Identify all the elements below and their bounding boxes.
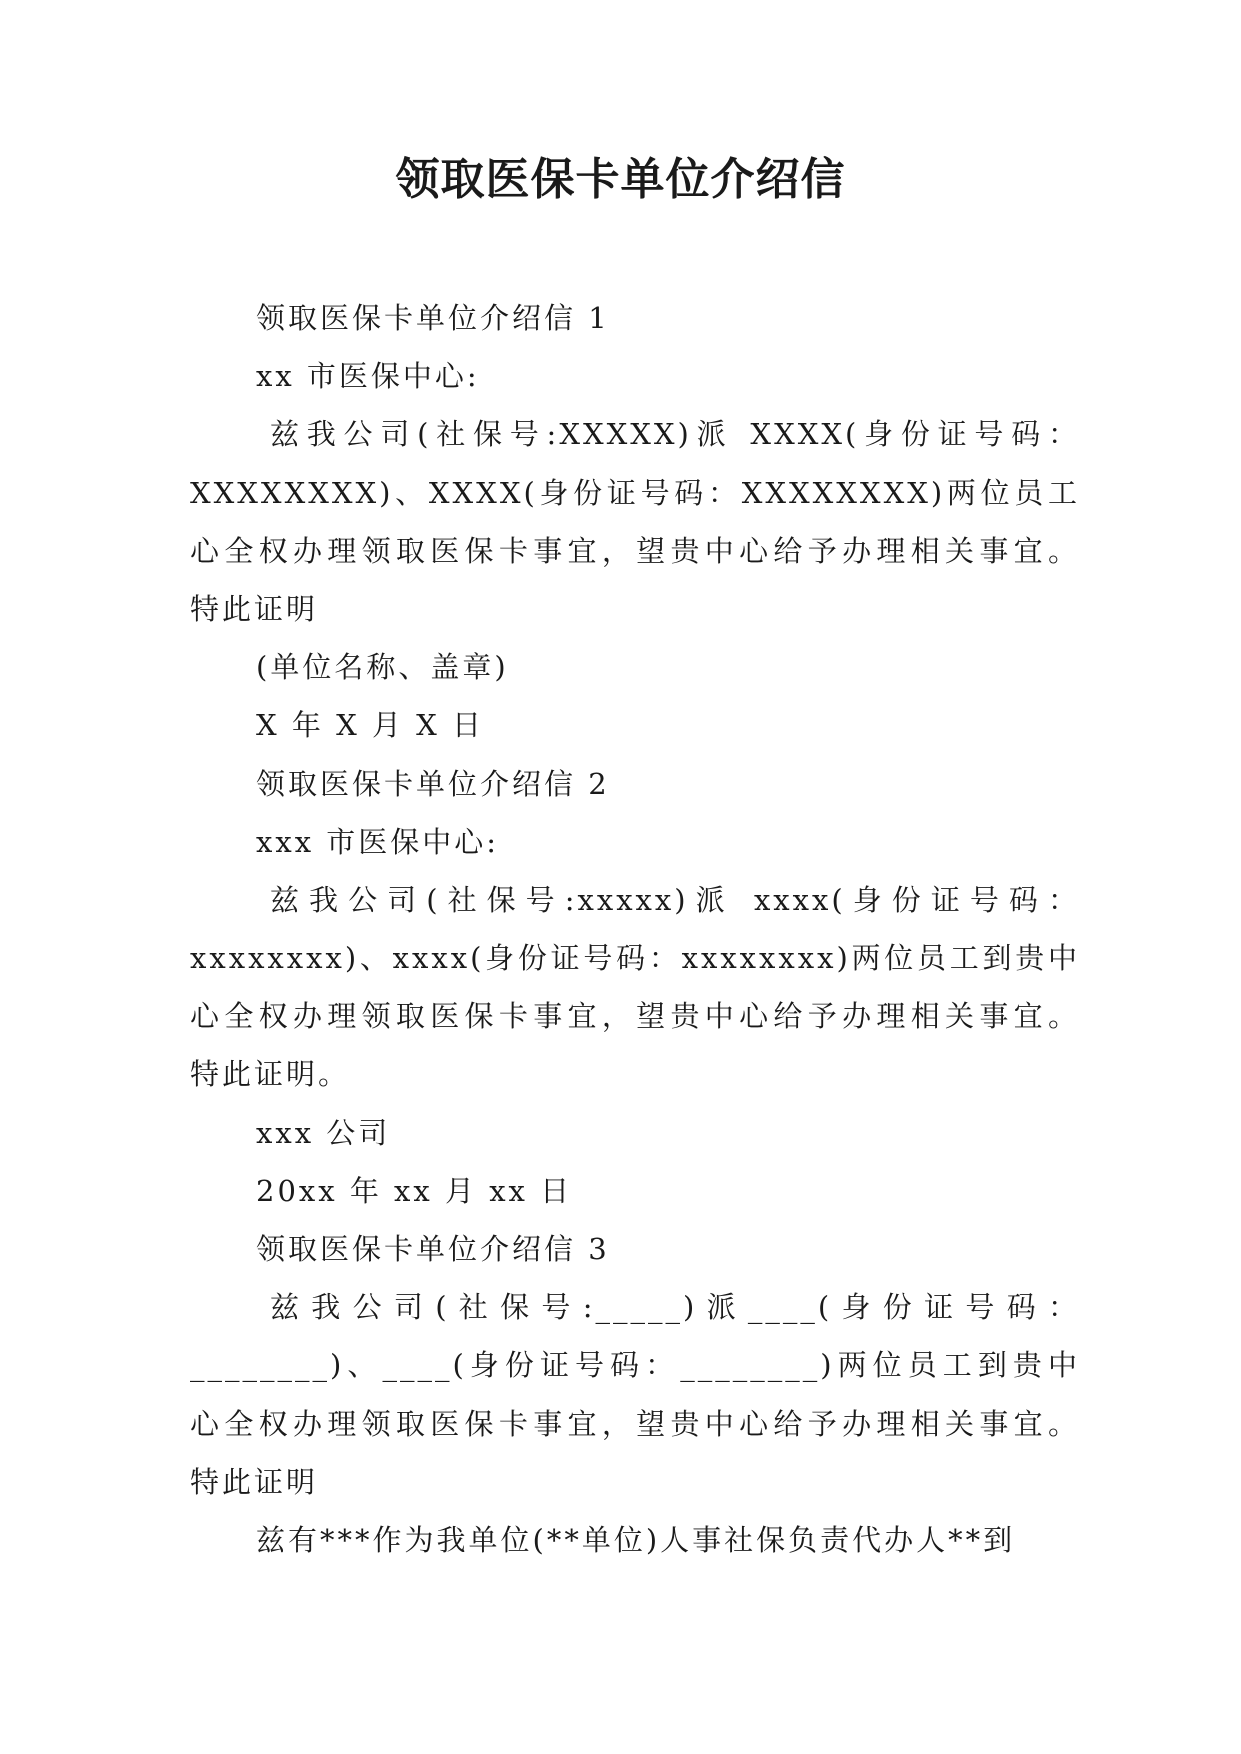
section-heading-2: 领取医保卡单位介绍信 2 [256,766,610,801]
document-title: 领取医保卡单位介绍信 [395,154,846,205]
signature-line: (单位名称、盖章) [256,650,509,685]
recipient-line-1: xx 市医保中心: [256,359,480,394]
closing-line: 特此证明 [190,1464,319,1499]
document-body [190,289,1080,1569]
date-line: X 年 X 月 X 日 [256,708,485,743]
body-line: XXXXXXXX)、XXXX(身份证号码：XXXXXXXX)两位员工 [190,475,1080,510]
section-heading-1: 领取医保卡单位介绍信 1 [256,301,610,335]
body-line: 兹我公司(社保号:XXXXX)派 XXXX(身份证号码： [270,417,1080,452]
body-line: 心全权办理领取医保卡事宜，望贵中心给予办理相关事宜。 [190,999,1080,1034]
body-line: 兹我公司(社保号:_____)派____(身份证号码： [270,1290,1080,1325]
closing-line: 特此证明。 [190,1057,351,1092]
signature-line: xxx 公司 [256,1115,391,1150]
body-line: 兹我公司(社保号:xxxxx)派 xxxx(身份证号码： [270,882,1080,917]
date-line: 20xx 年 xx 月 xx 日 [256,1173,573,1208]
closing-line: 特此证明 [190,591,319,626]
body-line: ________)、____(身份证号码：________)两位员工到贵中 [190,1348,1080,1383]
body-line: 兹有***作为我单位(**单位)人事社保负责代办人**到 [256,1522,1016,1557]
section-heading-3: 领取医保卡单位介绍信 3 [256,1232,610,1266]
body-line: 心全权办理领取医保卡事宜，望贵中心给予办理相关事宜。 [190,1406,1080,1441]
body-line: 心全权办理领取医保卡事宜，望贵中心给予办理相关事宜。 [190,533,1080,568]
body-line: xxxxxxxx)、xxxx(身份证号码：xxxxxxxx)两位员工到贵中 [190,941,1080,976]
recipient-line-2: xxx 市医保中心: [256,824,500,859]
